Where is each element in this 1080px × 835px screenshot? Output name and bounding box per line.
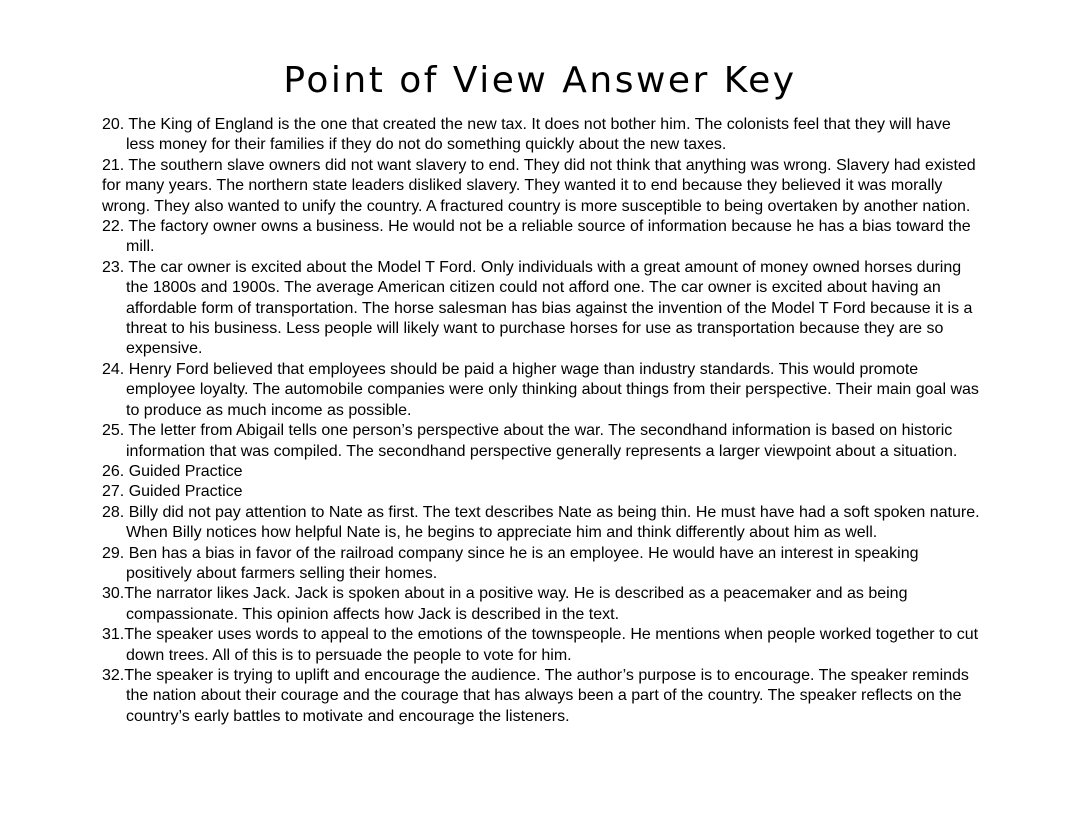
answer-item-23: 23. The car owner is excited about the Model T Ford. Only individuals with a great amount of money owned horses during the 1800s and 1900s. The average American citizen could not afford one. The car owner is excited about having an affordable form of transportation. The horse salesman has bias against the invention of the Model T Ford because it is a threat to his business. Less people will likely want to purchase horses for use as transportation because they are so expensive.: [102, 258, 973, 358]
answer-item-22: 22. The factory owner owns a business. He would not be a reliable source of information because he has a bias toward the mill.: [102, 218, 971, 256]
answer-item-30: 30.The narrator likes Jack. Jack is spoken about in a positive way. He is described as a peacemaker and as being compassionate. This opinion affects how Jack is described in the text.: [102, 585, 908, 623]
page-title: Point of View Answer Key: [283, 60, 797, 101]
answer-item-24: 24. Henry Ford believed that employees should be paid a higher wage than industry standards. This would promote employee loyalty. The automobile companies were only thinking about things from their perspective. Their main goal was to produce as much income as possible.: [102, 360, 979, 419]
answer-item-31: 31.The speaker uses words to appeal to the emotions of the townspeople. He mentions when people worked together to cut down trees. All of this is to persuade the people to vote for him.: [102, 626, 979, 664]
answer-item-26: 26. Guided Practice: [102, 462, 243, 480]
answer-item-32: 32.The speaker is trying to uplift and encourage the audience. The author’s purpose is to encourage. The speaker reminds the nation about their courage and the courage that has always been a part of the country. The speaker reflects on the country’s early battles to motivate and encourage the listeners.: [102, 666, 969, 725]
answer-item-27: 27. Guided Practice: [102, 483, 243, 501]
answer-item-25: 25. The letter from Abigail tells one person’s perspective about the war. The secondhand information is based on historic information that was compiled. The secondhand perspective generally represents a larger viewpoint about a situation.: [102, 422, 958, 460]
answer-list: [102, 115, 982, 727]
answer-item-21: 21. The southern slave owners did not want slavery to end. They did not think that anything was wrong. Slavery had existed for many years. The northern state leaders disliked slavery. They wanted it to end because they believed it was morally wrong. They also wanted to unify the country. A fractured country is more susceptible to being overtaken by another nation.: [102, 156, 976, 215]
answer-item-28: 28. Billy did not pay attention to Nate as first. The text describes Nate as being thin. He must have had a soft spoken nature. When Billy notices how helpful Nate is, he begins to appreciate him and think differently about him as well.: [102, 503, 980, 542]
answer-item-29: 29. Ben has a bias in favor of the railroad company since he is an employee. He would have an interest in speaking positively about farmers selling their homes.: [102, 544, 919, 582]
answer-item-20: 20. The King of England is the one that created the new tax. It does not bother him. The colonists feel that they will have less money for their families if they do not do something quickly about the new taxes.: [102, 116, 951, 154]
